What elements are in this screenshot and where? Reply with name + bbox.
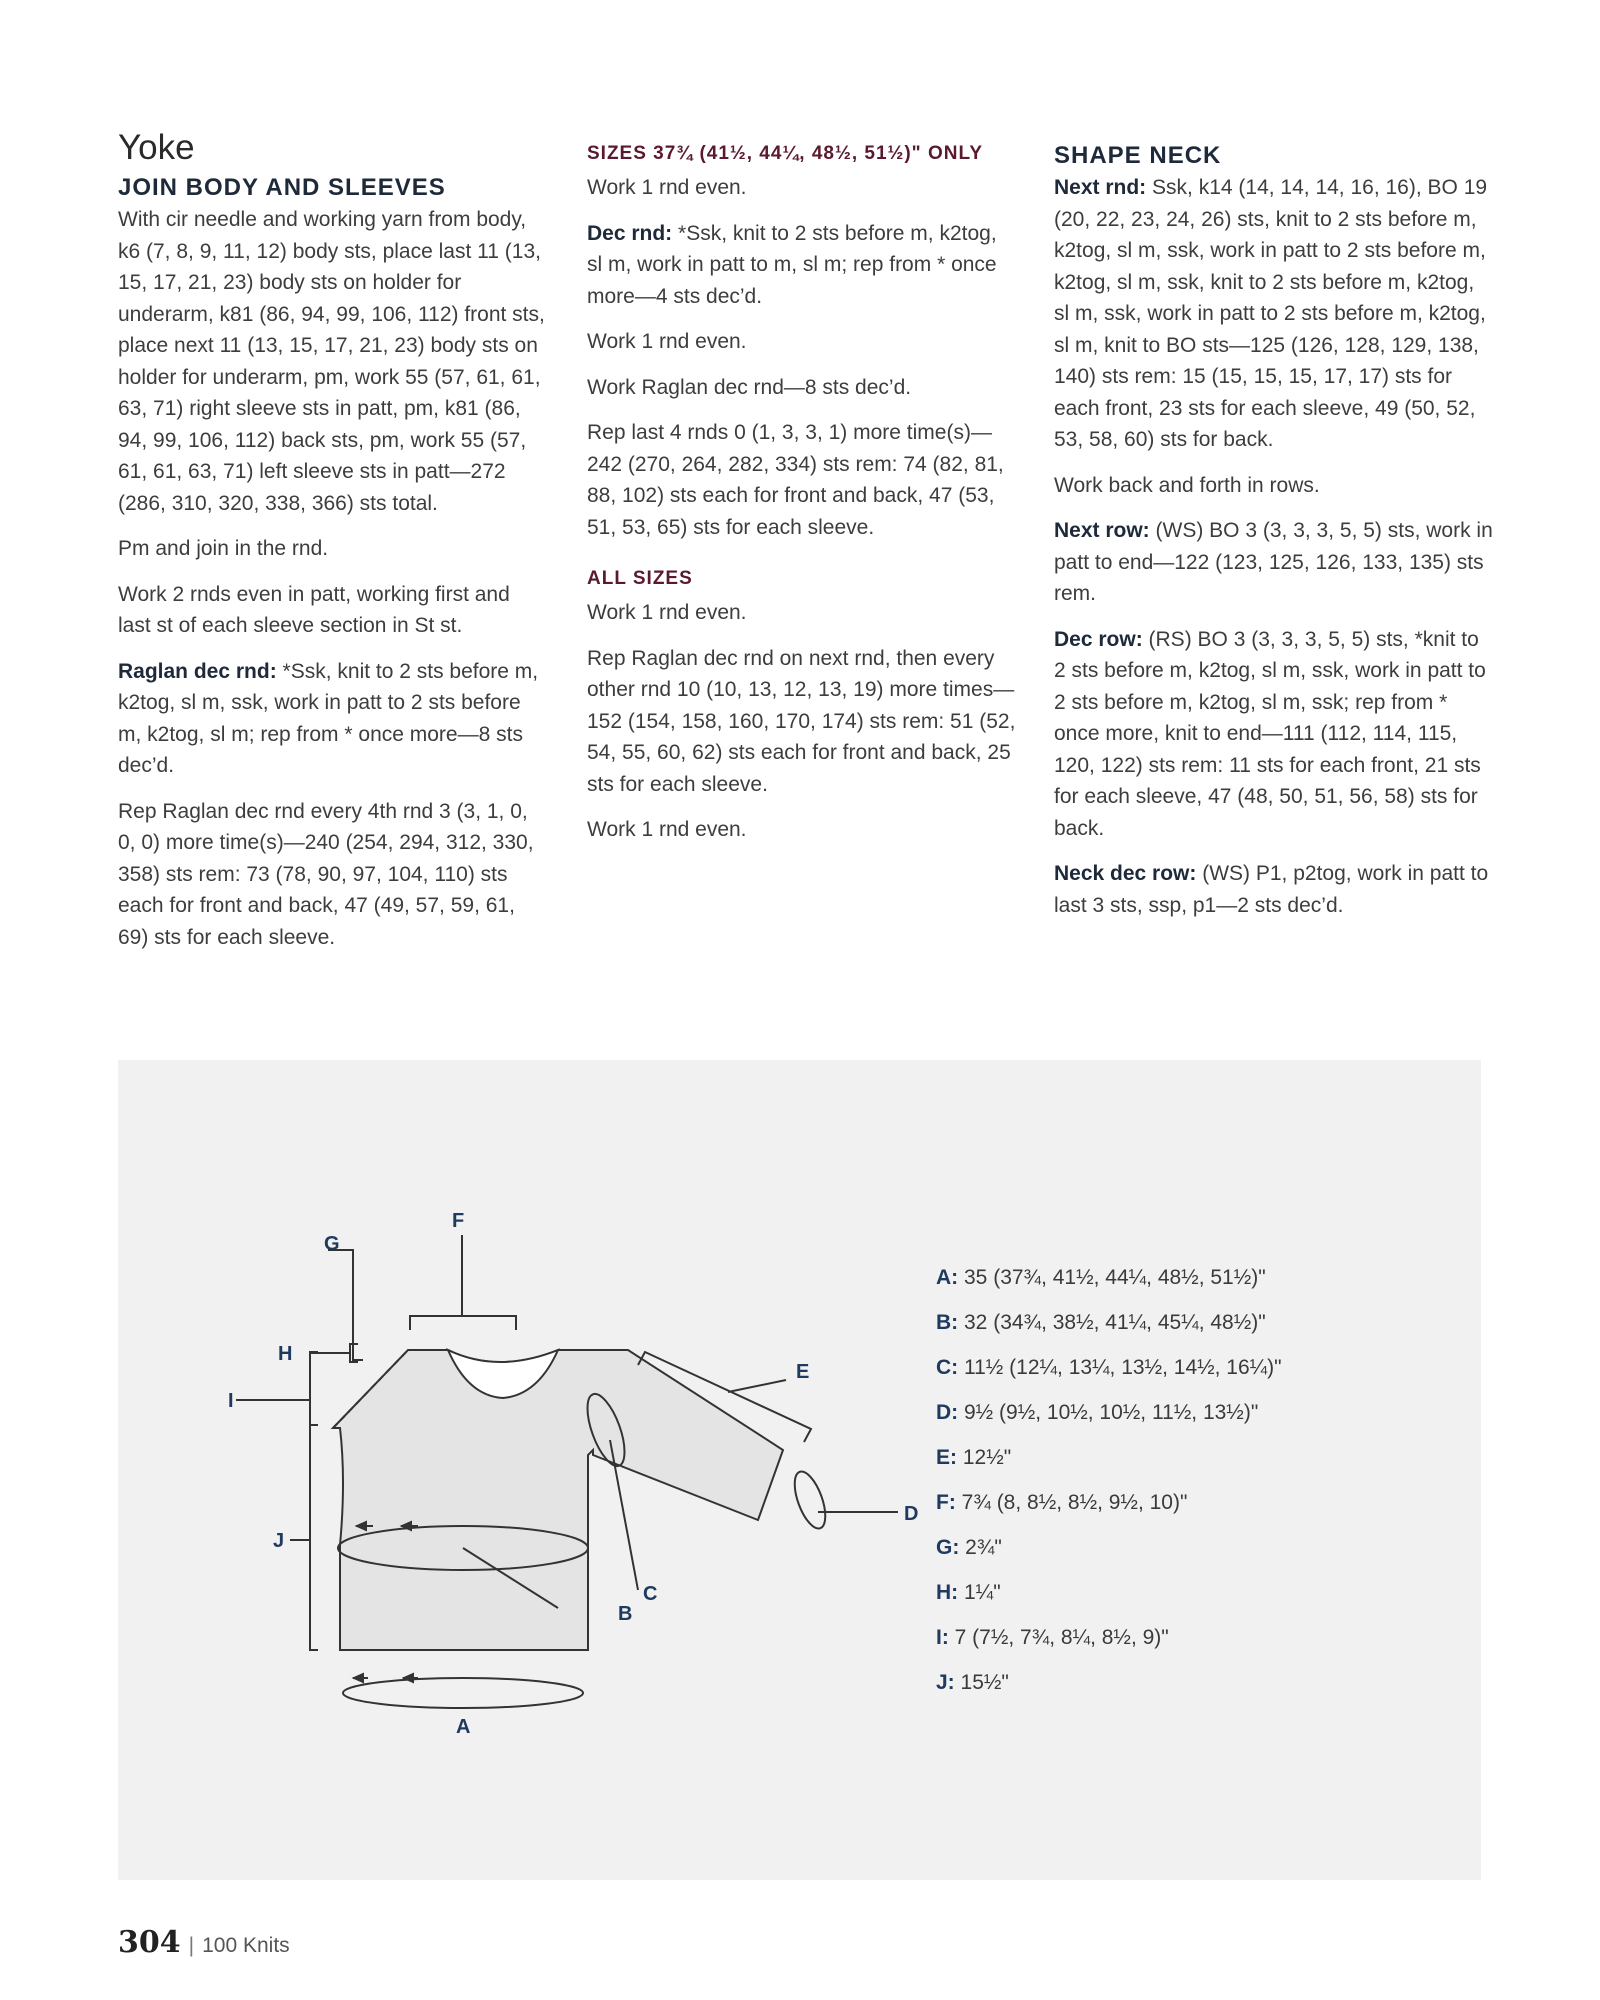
next-rnd-paragraph	[1054, 172, 1494, 456]
next-rnd-label: Next rnd:	[1054, 176, 1147, 199]
measurement-key: J:	[936, 1671, 955, 1694]
dim-e-leader	[728, 1380, 786, 1392]
dim-letter-a: A	[456, 1716, 471, 1738]
measurement-value: 2¾"	[959, 1536, 1002, 1559]
rep-raglan-paragraph: Rep Raglan dec rnd every 4th rnd 3 (3, 1, 0, 0, 0) more time(s)—240 (254, 294, 312, 330, 358) sts rem: 73 (78, 90, 97, 104, 110) sts each for front and back, 47 (49, 57, 59, 61, 69) sts for each sleeve.	[118, 799, 534, 949]
dec-row-label: Dec row:	[1054, 627, 1143, 651]
measurement-e	[936, 1435, 1282, 1480]
dec-rnd-label: Dec rnd:	[587, 221, 673, 245]
shape-neck-heading: SHAPE NECK	[1054, 142, 1222, 169]
dim-letter-c: C	[643, 1583, 658, 1605]
neck-dec-row-label: Neck dec row:	[1054, 862, 1197, 885]
column-2	[587, 140, 1017, 860]
all-sizes-heading: ALL SIZES	[587, 568, 693, 589]
measurement-key: B:	[936, 1311, 959, 1334]
measurement-b	[936, 1300, 1282, 1345]
dec-row-text: (RS) BO 3 (3, 3, 3, 5, 5) sts, *knit to 2 sts before m, k2tog, sl m, ssk, work in patt to 2 sts before m, k2tog, sl m, ssk; rep from * once more, knit to end—111 (112, 114, 115, 120, 122) sts rem: 11 sts for each front, 21 sts for each sleeve, 47 (48, 50, 51, 56, 58) sts for back.	[1054, 627, 1486, 840]
measurements-list	[936, 1255, 1282, 1705]
book-title: 100 Knits	[202, 1934, 290, 1957]
page-number: 304	[118, 1925, 181, 1960]
sizes-only-heading: SIZES 37¾ (41½, 44¼, 48½, 51½)" ONLY	[587, 143, 984, 164]
measurement-value: 15½"	[954, 1671, 1009, 1694]
rep-raglan-next-paragraph: Rep Raglan dec rnd on next rnd, then every other rnd 10 (10, 13, 12, 13, 19) more times—152 (154, 158, 160, 170, 174) sts rem: 51 (52, 54, 55, 60, 62) sts each for front and back, 25 sts for each sleeve.	[587, 646, 1016, 796]
dec-rnd-paragraph	[587, 218, 1017, 313]
measurement-value: 35 (37¾, 41½, 44¼, 48½, 51½)"	[958, 1266, 1266, 1289]
even-rnds-paragraph: Work 2 rnds even in patt, working first and last st of each sleeve section in St st.	[118, 582, 510, 637]
measurement-key: H:	[936, 1581, 959, 1604]
work-rnd-even-1: Work 1 rnd even.	[587, 176, 747, 199]
dim-a-ellipse	[343, 1678, 583, 1708]
measurement-j	[936, 1660, 1282, 1705]
dim-letter-f: F	[452, 1210, 465, 1232]
next-rnd-text: Ssk, k14 (14, 14, 14, 16, 16), BO 19 (20, 22, 23, 24, 26) sts, knit to 2 sts before m, k2tog, sl m, ssk, work in patt to 2 sts before m, k2tog, sl m, ssk, knit to 2 sts before m, k2tog, sl m, ssk, work in patt to 2 sts before m, k2tog, sl m, knit to BO sts—125 (126, 128, 129, 138, 140) sts rem: 15 (15, 15, 15, 17, 17) sts for each front, 23 sts for each sleeve, 49 (50, 52, 53, 58, 60) sts for back.	[1054, 176, 1488, 451]
work-rnd-even-4: Work 1 rnd even.	[587, 818, 747, 841]
back-forth-paragraph: Work back and forth in rows.	[1054, 473, 1320, 497]
dim-d-ellipse	[788, 1468, 831, 1533]
section-heading: Yoke	[118, 128, 195, 167]
measurement-c	[936, 1345, 1282, 1390]
measurement-h	[936, 1570, 1282, 1615]
work-raglan-paragraph: Work Raglan dec rnd—8 sts dec’d.	[587, 375, 912, 399]
dim-g-leader	[328, 1250, 353, 1300]
dim-i-bracket	[310, 1352, 318, 1425]
measurement-a	[936, 1255, 1282, 1300]
neck-dec-row-text: (WS) P1, p2tog, work in patt to last 3 sts, ssp, p1—2 sts dec’d.	[1054, 862, 1489, 917]
work-rnd-even-2: Work 1 rnd even.	[587, 330, 747, 353]
rep-last-paragraph: Rep last 4 rnds 0 (1, 3, 3, 1) more time(s)—242 (270, 264, 282, 334) sts rem: 74 (82, 81, 88, 102) sts each for front and back, 47 (53, 51, 53, 65) sts for each sleeve.	[587, 421, 1004, 539]
join-rnd-paragraph: Pm and join in the rnd.	[118, 537, 329, 560]
measurement-value: 11½ (12¼, 13¼, 13½, 14½, 16¼)"	[958, 1356, 1282, 1379]
next-row-text: (WS) BO 3 (3, 3, 3, 5, 5) sts, work in patt to end—122 (123, 125, 126, 133, 135) sts rem.	[1054, 519, 1493, 605]
dim-letter-d: D	[904, 1503, 919, 1525]
neck-dec-row-paragraph	[1054, 858, 1494, 921]
measurement-value: 7 (7½, 7¾, 8¼, 8½, 9)"	[948, 1626, 1169, 1649]
next-row-label: Next row:	[1054, 519, 1150, 542]
footer-separator: |	[188, 1934, 195, 1957]
dim-letter-h: H	[278, 1343, 293, 1365]
column-3	[1054, 140, 1494, 935]
measurement-value: 7¾ (8, 8½, 8½, 9½, 10)"	[955, 1491, 1188, 1514]
measurement-key: I:	[936, 1626, 949, 1649]
raglan-dec-text: *Ssk, knit to 2 sts before m, k2tog, sl m, ssk, work in patt to 2 sts before m, k2tog, sl m; rep from * once more—8 sts dec’d.	[118, 659, 539, 777]
raglan-dec-label: Raglan dec rnd:	[118, 659, 277, 683]
dim-f-bracket	[410, 1316, 516, 1330]
dim-letter-i: I	[228, 1390, 234, 1412]
measurement-value: 12½"	[957, 1446, 1012, 1469]
dec-rnd-text: *Ssk, knit to 2 sts before m, k2tog, sl m, work in patt to m, sl m; rep from * once more—4 sts dec’d.	[587, 221, 997, 308]
measurement-key: D:	[936, 1401, 959, 1424]
measurement-key: A:	[936, 1266, 959, 1289]
page-footer	[118, 1925, 290, 1960]
measurement-key: G:	[936, 1536, 960, 1559]
dim-g-bracket	[353, 1300, 363, 1360]
dim-j-bracket	[310, 1425, 318, 1650]
sweater-outline	[333, 1350, 783, 1650]
measurement-i	[936, 1615, 1282, 1660]
work-rnd-even-3: Work 1 rnd even.	[587, 601, 747, 624]
dec-row-paragraph	[1054, 624, 1494, 845]
measurement-value: 1¼"	[958, 1581, 1001, 1604]
dim-letter-j: J	[273, 1530, 285, 1552]
measurement-key: C:	[936, 1356, 959, 1379]
dim-letter-e: E	[796, 1361, 810, 1383]
measurement-key: F:	[936, 1491, 956, 1514]
dim-letter-g: G	[324, 1233, 340, 1255]
measurement-g	[936, 1525, 1282, 1570]
measurement-key: E:	[936, 1446, 957, 1469]
dim-letter-b: B	[618, 1603, 633, 1625]
column-1	[118, 126, 548, 967]
raglan-dec-paragraph	[118, 656, 548, 782]
join-body-sleeves-heading: JOIN BODY AND SLEEVES	[118, 174, 446, 201]
measurement-value: 9½ (9½, 10½, 10½, 11½, 13½)"	[958, 1401, 1259, 1424]
next-row-paragraph	[1054, 515, 1494, 610]
schematic-panel	[118, 1060, 1481, 1880]
measurement-f	[936, 1480, 1282, 1525]
measurement-value: 32 (34¾, 38½, 41¼, 45¼, 48½)"	[958, 1311, 1266, 1334]
measurement-d	[936, 1390, 1282, 1435]
join-paragraph: With cir needle and working yarn from body, k6 (7, 8, 9, 11, 12) body sts, place last 11 (13, 15, 17, 21, 23) body sts on holder for underarm, k81 (86, 94, 99, 106, 112) front sts, place next 11 (13, 15, 17, 21, 23) body sts on holder for underarm, pm, work 55 (57, 61, 61, 63, 71) right sleeve sts in patt, pm, k81 (86, 94, 99, 106, 112) back sts, pm, work 55 (57, 61, 61, 63, 71) left sleeve sts in patt—272 (286, 310, 320, 338, 366) sts total.	[118, 208, 545, 515]
